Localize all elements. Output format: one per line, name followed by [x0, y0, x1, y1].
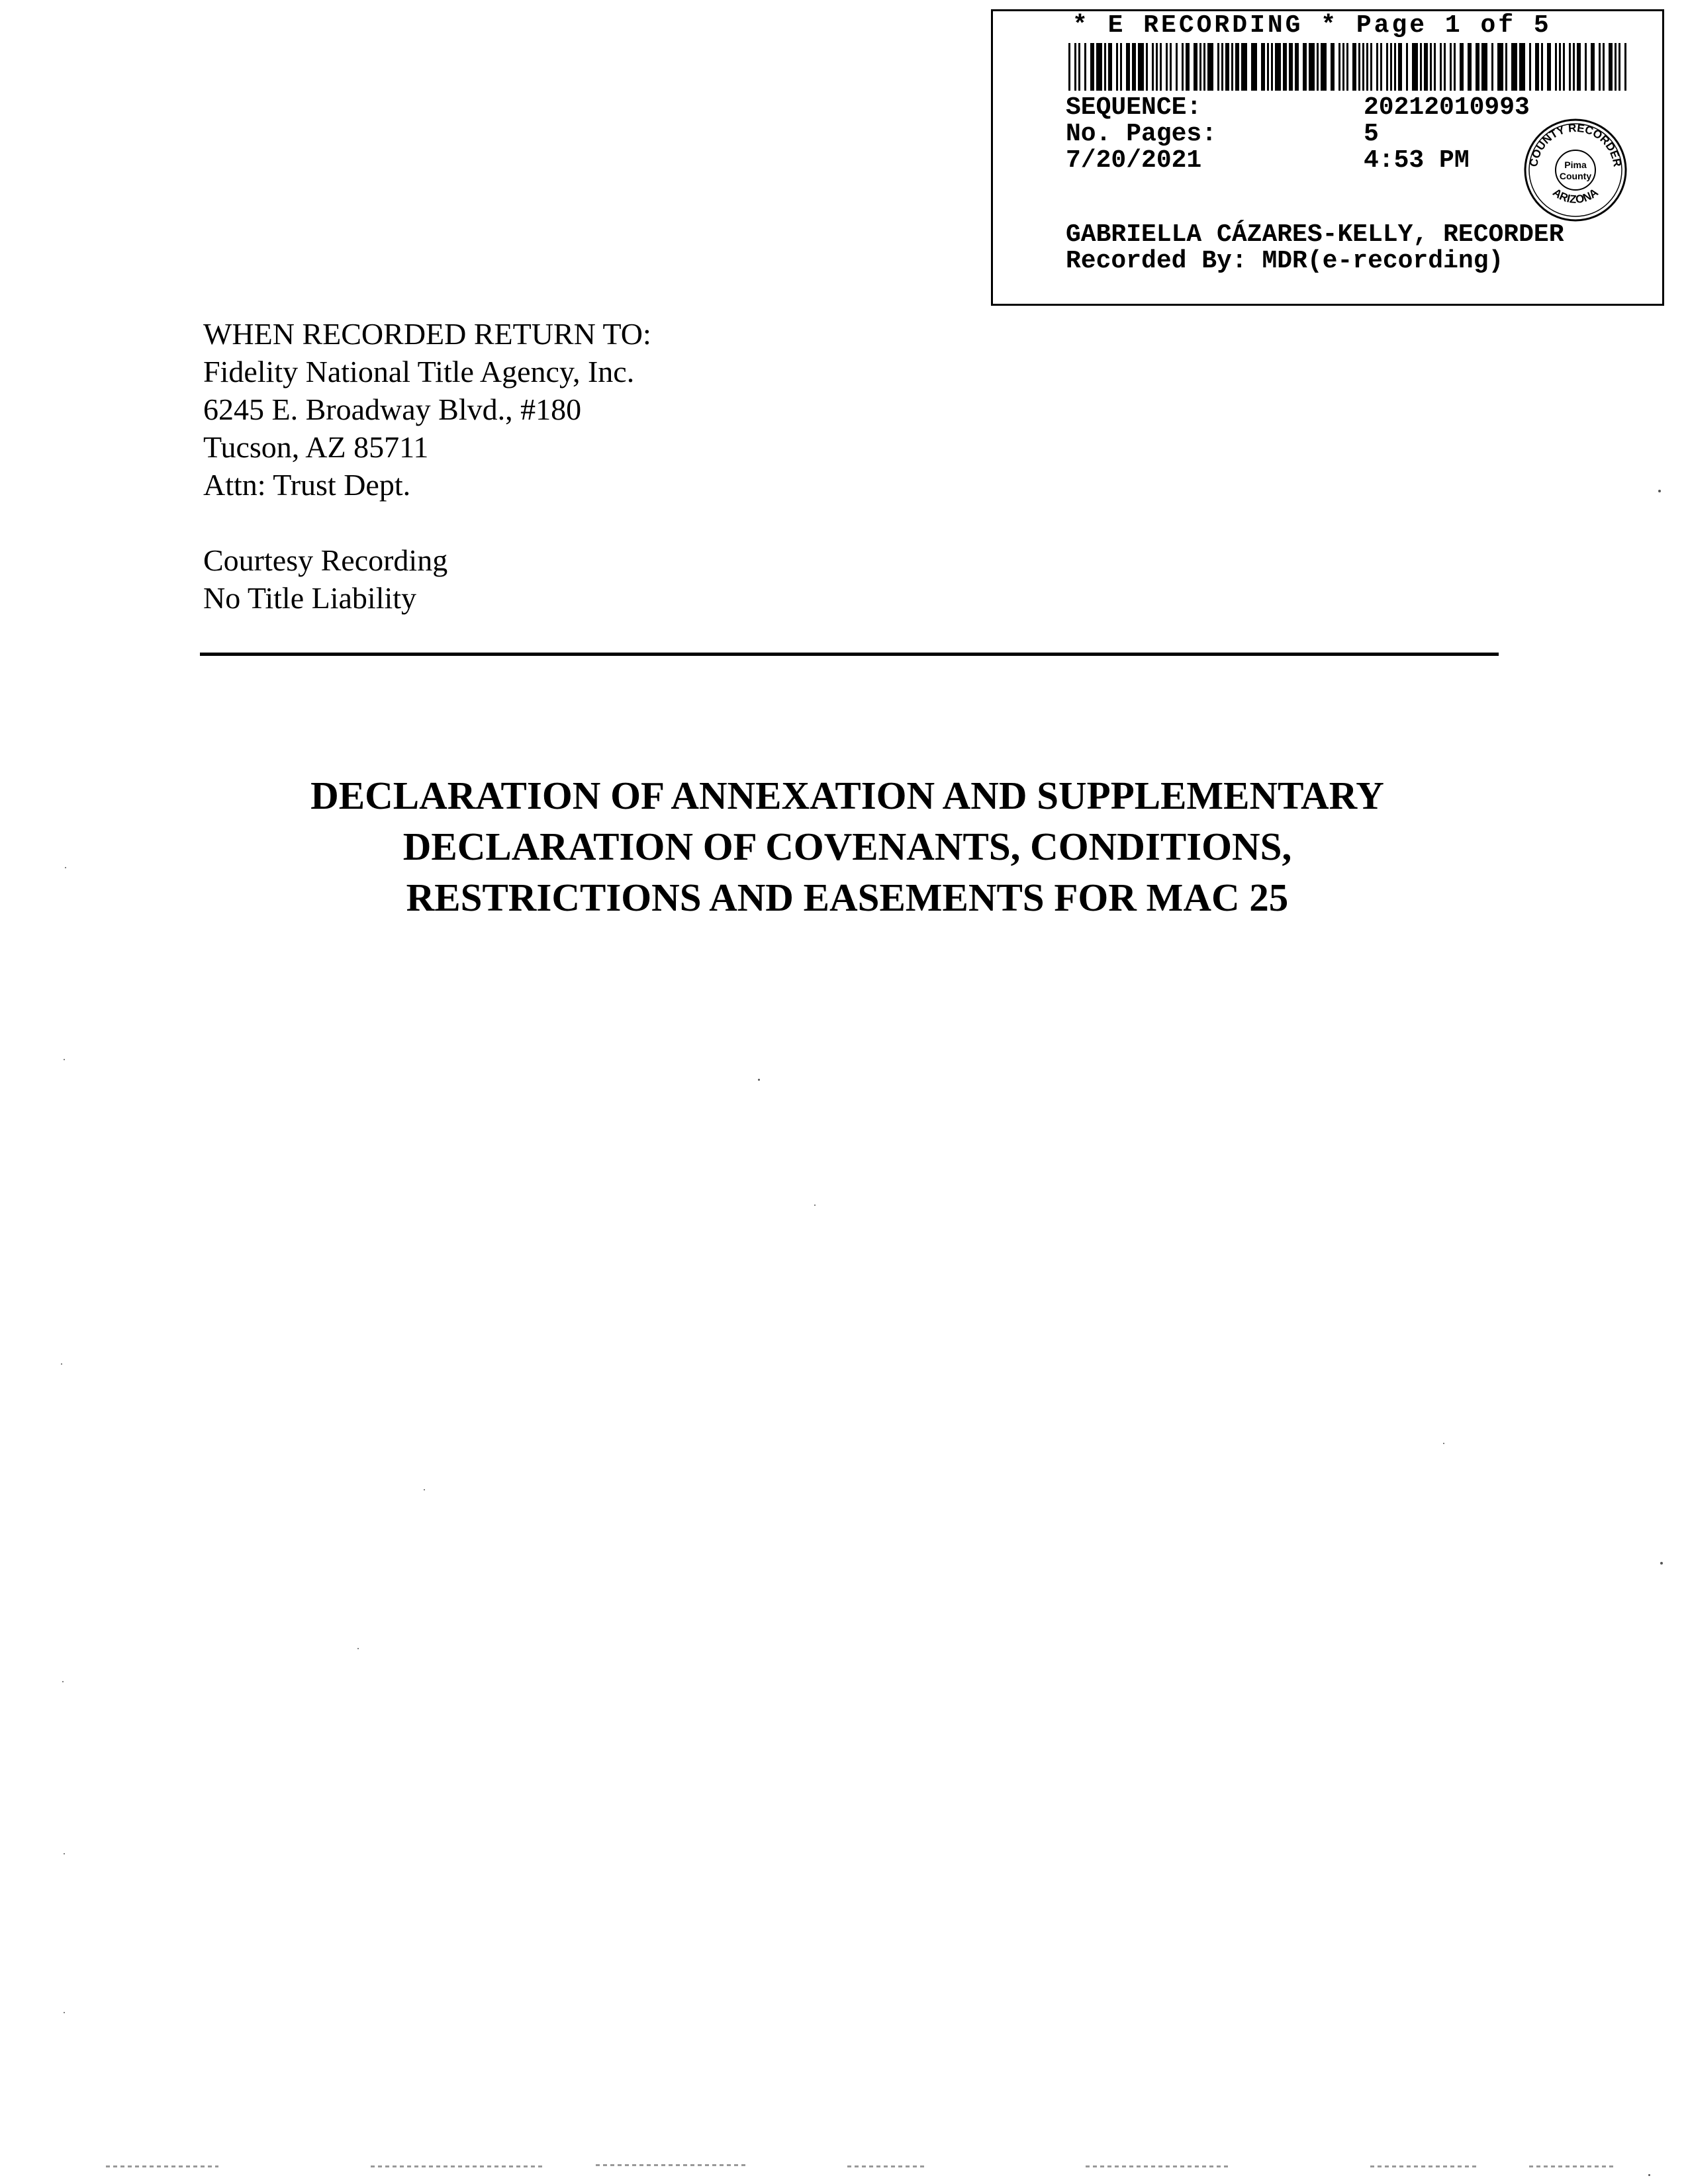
- barcode-bar: [1529, 43, 1531, 91]
- barcode-bar: [1160, 43, 1162, 91]
- barcode-bar: [1430, 43, 1432, 91]
- barcode-icon: [1068, 43, 1628, 91]
- recording-date: 7/20/2021: [1066, 146, 1202, 175]
- sequence-value: 20212010993: [1364, 93, 1530, 122]
- title-line-1: DECLARATION OF ANNEXATION AND SUPPLEMENTARY: [310, 774, 1384, 817]
- barcode-bar: [1225, 43, 1229, 91]
- barcode-bar: [1603, 43, 1605, 91]
- barcode-bar: [1352, 43, 1356, 91]
- barcode-bar: [1241, 43, 1247, 91]
- courtesy-block: [203, 541, 447, 617]
- return-to-street: 6245 E. Broadway Blvd., #180: [203, 392, 582, 426]
- barcode-bar: [1321, 43, 1327, 91]
- barcode-bar: [1090, 43, 1094, 91]
- barcode-bar: [1618, 43, 1620, 91]
- barcode-bar: [1454, 43, 1456, 91]
- scan-speck: [758, 1079, 760, 1081]
- barcode-bar: [1511, 43, 1517, 91]
- barcode-bar: [1303, 43, 1307, 91]
- scan-speck: [61, 1363, 62, 1365]
- barcode-bar: [1615, 43, 1617, 91]
- barcode-bar: [1074, 43, 1076, 91]
- recording-stamp: [991, 9, 1664, 306]
- horizontal-divider: [200, 653, 1499, 656]
- barcode-bar: [1231, 43, 1233, 91]
- barcode-bar: [1563, 43, 1565, 91]
- scan-speck: [424, 1489, 425, 1490]
- recording-time: 4:53 PM: [1364, 146, 1470, 175]
- barcode-bar: [1398, 43, 1402, 91]
- barcode-bar: [1420, 43, 1422, 91]
- scan-speck: [814, 1205, 816, 1206]
- barcode-bar: [1132, 43, 1136, 91]
- seal-center-text-1: Pima: [1564, 159, 1587, 170]
- barcode-bar: [1068, 43, 1070, 91]
- barcode-bar: [1217, 43, 1219, 91]
- barcode-bar: [1505, 43, 1507, 91]
- sequence-label: SEQUENCE:: [1066, 93, 1202, 122]
- barcode-bar: [1440, 43, 1442, 91]
- scan-edge-mark: [596, 2164, 748, 2166]
- barcode-bar: [1096, 43, 1102, 91]
- pages-value: 5: [1364, 120, 1379, 148]
- barcode-bar: [1108, 43, 1112, 91]
- barcode-bar: [1207, 43, 1213, 91]
- barcode-bar: [1120, 43, 1122, 91]
- barcode-bar: [1569, 43, 1571, 91]
- barcode-bar: [1541, 43, 1543, 91]
- barcode-bar: [1386, 43, 1388, 91]
- scan-speck: [62, 1681, 64, 1682]
- barcode-bar: [1289, 43, 1293, 91]
- barcode-bar: [1468, 43, 1472, 91]
- scan-edge-mark: [106, 2165, 218, 2167]
- barcode-bar: [1412, 43, 1418, 91]
- barcode-bar: [1444, 43, 1446, 91]
- barcode-bar: [1331, 43, 1335, 91]
- barcode-bar: [1481, 43, 1487, 91]
- scan-edge-mark: [1370, 2165, 1476, 2167]
- barcode-bar: [1271, 43, 1273, 91]
- barcode-bar: [1450, 43, 1452, 91]
- barcode-bar: [1406, 43, 1408, 91]
- recorder-name: GABRIELLA CÁZARES-KELLY, RECORDER: [1066, 220, 1564, 249]
- scan-edge-mark: [371, 2165, 543, 2167]
- document-title: [132, 770, 1562, 923]
- stamp-header: * E RECORDING * Page 1 of 5: [1072, 11, 1552, 40]
- barcode-bar: [1235, 43, 1239, 91]
- scan-speck: [65, 867, 66, 868]
- barcode-bar: [1194, 43, 1197, 91]
- barcode-bar: [1491, 43, 1493, 91]
- return-to-city: Tucson, AZ 85711: [203, 430, 429, 464]
- barcode-bar: [1126, 43, 1130, 91]
- barcode-bar: [1434, 43, 1436, 91]
- seal-center-text-2: County: [1559, 171, 1592, 181]
- svg-text:ARIZONA: [1550, 186, 1601, 206]
- barcode-bar: [1555, 43, 1557, 91]
- barcode-bar: [1203, 43, 1205, 91]
- barcode-bar: [1156, 43, 1158, 91]
- barcode-bar: [1338, 43, 1340, 91]
- barcode-bar: [1358, 43, 1360, 91]
- barcode-bar: [1251, 43, 1257, 91]
- barcode-bar: [1380, 43, 1382, 91]
- barcode-bar: [1609, 43, 1613, 91]
- barcode-bar: [1535, 43, 1539, 91]
- barcode-bar: [1267, 43, 1269, 91]
- barcode-bar: [1116, 43, 1118, 91]
- barcode-bar: [1199, 43, 1201, 91]
- return-to-heading: WHEN RECORDED RETURN TO:: [203, 317, 651, 351]
- barcode-bar: [1342, 43, 1344, 91]
- barcode-bar: [1370, 43, 1372, 91]
- barcode-bar: [1221, 43, 1223, 91]
- barcode-bar: [1295, 43, 1299, 91]
- pages-label: No. Pages:: [1066, 120, 1217, 148]
- barcode-bar: [1283, 43, 1287, 91]
- barcode-bar: [1182, 43, 1184, 91]
- barcode-bar: [1261, 43, 1265, 91]
- scan-speck: [1443, 1443, 1444, 1444]
- scan-speck: [64, 2012, 65, 2013]
- scan-edge-mark: [1086, 2165, 1231, 2167]
- courtesy-recording: Courtesy Recording: [203, 543, 448, 577]
- barcode-bar: [1317, 43, 1319, 91]
- scan-speck: [64, 1059, 65, 1060]
- scan-edge-mark: [847, 2165, 927, 2167]
- title-line-3: RESTRICTIONS AND EASEMENTS FOR MAC 25: [406, 876, 1289, 919]
- barcode-bar: [1186, 43, 1190, 91]
- barcode-bar: [1624, 43, 1626, 91]
- barcode-bar: [1346, 43, 1348, 91]
- scan-speck: [1660, 1562, 1663, 1565]
- seal-top-text: COUNTY RECORDER: [1527, 121, 1624, 168]
- barcode-bar: [1390, 43, 1392, 91]
- barcode-bar: [1577, 43, 1581, 91]
- barcode-bar: [1376, 43, 1378, 91]
- county-recorder-seal-icon: [1523, 117, 1628, 223]
- barcode-bar: [1104, 43, 1106, 91]
- barcode-bar: [1497, 43, 1503, 91]
- barcode-bar: [1275, 43, 1281, 91]
- barcode-bar: [1366, 43, 1368, 91]
- scan-speck: [1658, 490, 1661, 492]
- barcode-bar: [1138, 43, 1144, 91]
- title-line-2: DECLARATION OF COVENANTS, CONDITIONS,: [402, 825, 1292, 868]
- barcode-bar: [1166, 43, 1168, 91]
- return-to-attention: Attn: Trust Dept.: [203, 468, 411, 502]
- recorded-by: Recorded By: MDR(e-recording): [1066, 247, 1504, 275]
- barcode-bar: [1362, 43, 1364, 91]
- return-to-company: Fidelity National Title Agency, Inc.: [203, 355, 635, 388]
- barcode-bar: [1424, 43, 1428, 91]
- barcode-bar: [1547, 43, 1551, 91]
- barcode-bar: [1176, 43, 1178, 91]
- scan-edge-mark: [1529, 2165, 1615, 2167]
- scan-speck: [1648, 2174, 1650, 2176]
- return-to-block: [203, 315, 651, 504]
- barcode-bar: [1309, 43, 1315, 91]
- barcode-bar: [1084, 43, 1086, 91]
- scan-speck: [357, 1648, 359, 1649]
- barcode-bar: [1078, 43, 1080, 91]
- scan-speck: [64, 1853, 65, 1854]
- barcode-bar: [1460, 43, 1464, 91]
- barcode-bar: [1585, 43, 1587, 91]
- barcode-bar: [1599, 43, 1601, 91]
- barcode-bar: [1146, 43, 1148, 91]
- barcode-bar: [1573, 43, 1575, 91]
- seal-bottom-text: ARIZONA: [1550, 186, 1601, 206]
- barcode-bar: [1152, 43, 1154, 91]
- no-title-liability: No Title Liability: [203, 581, 417, 615]
- barcode-bar: [1476, 43, 1479, 91]
- barcode-bar: [1170, 43, 1172, 91]
- barcode-bar: [1559, 43, 1561, 91]
- barcode-bar: [1394, 43, 1396, 91]
- barcode-bar: [1519, 43, 1525, 91]
- barcode-bar: [1591, 43, 1595, 91]
